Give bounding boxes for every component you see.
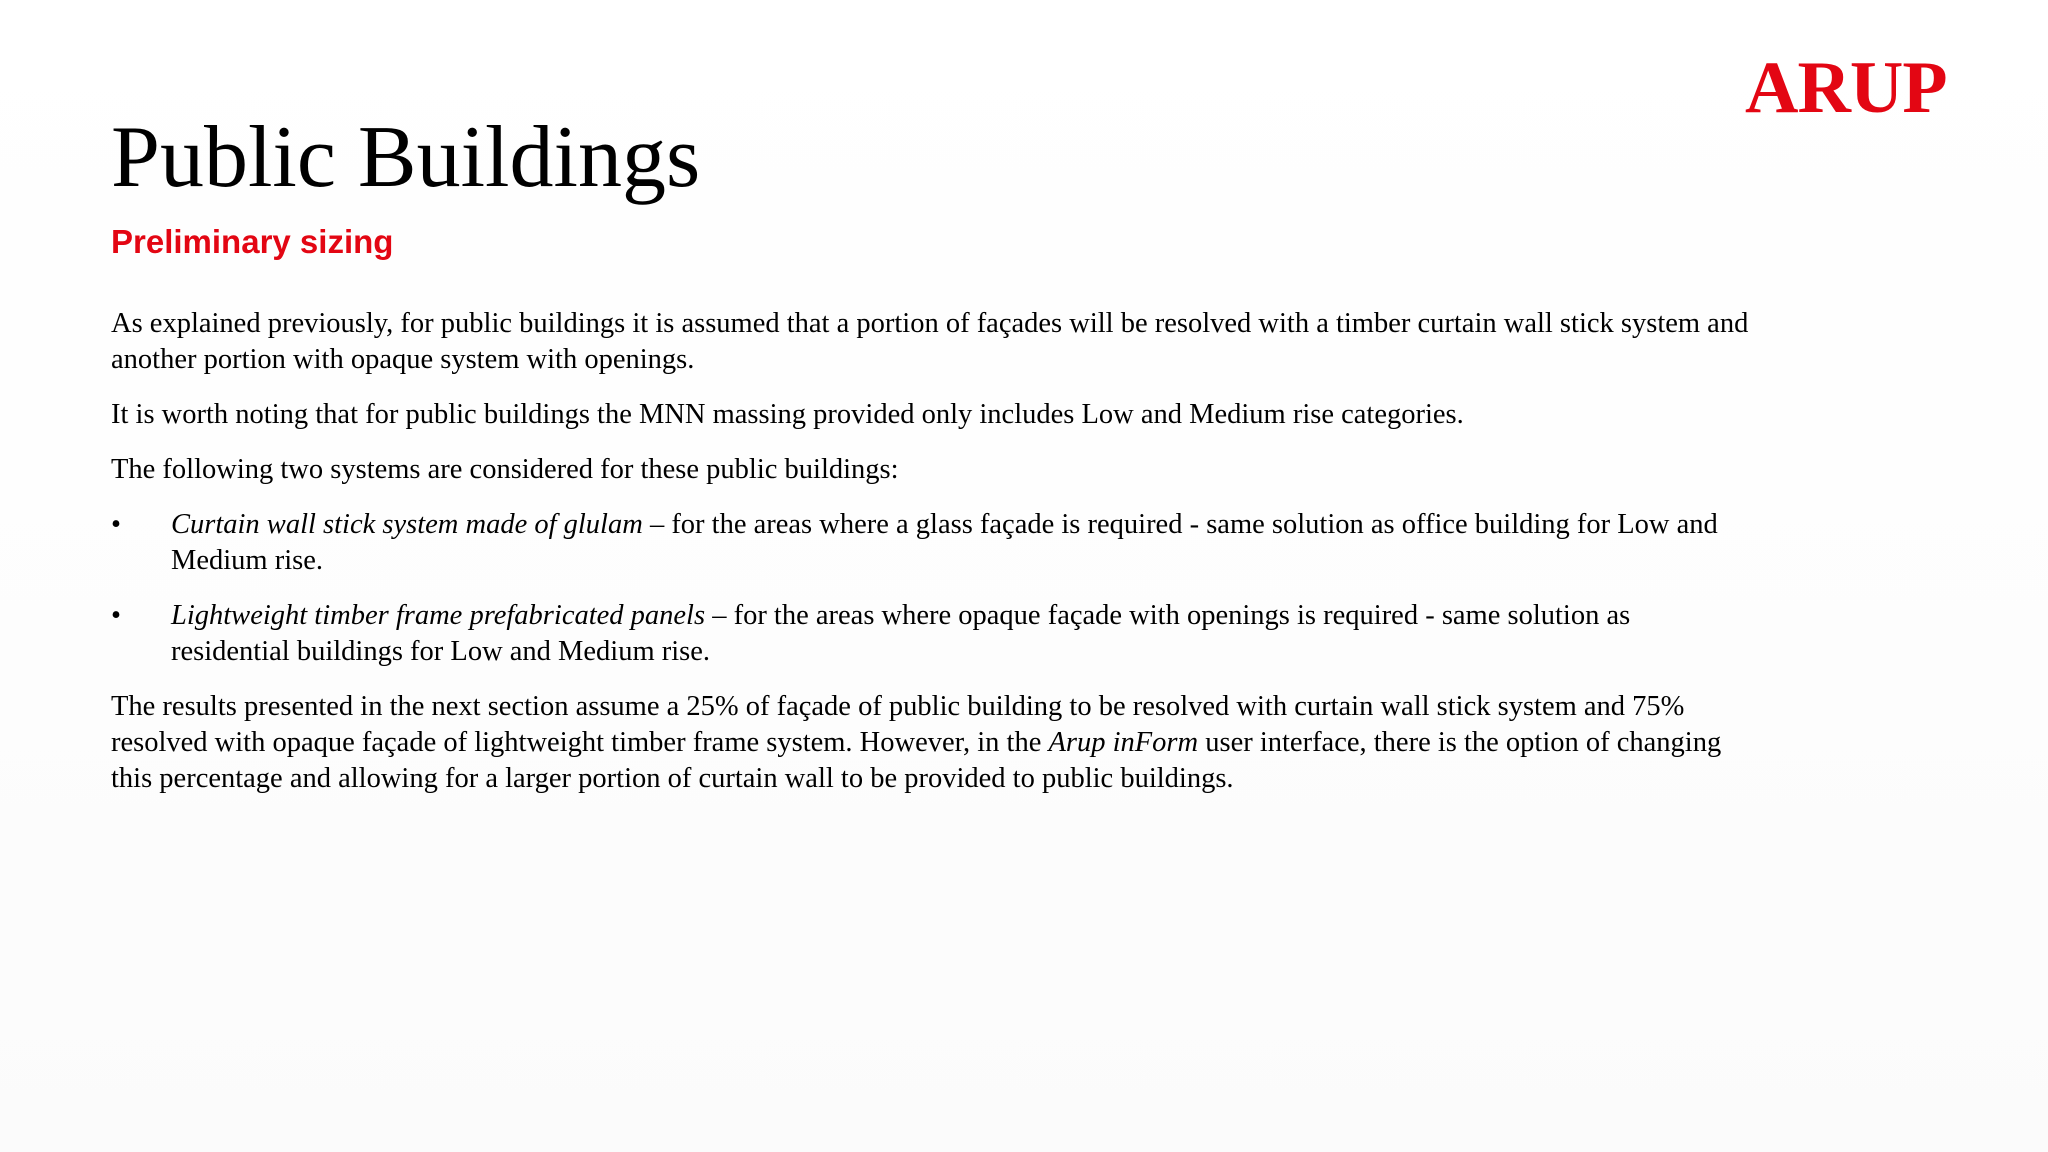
product-name: Arup inForm [1048, 727, 1199, 758]
systems-list [111, 507, 1751, 670]
page-subtitle: Preliminary sizing [111, 223, 394, 260]
paragraph-massing-note: It is worth noting that for public buildings the MNN massing provided only includes Low and Medium rise categories. [111, 399, 1464, 430]
body-text [111, 306, 1751, 816]
results-text-end: user interface, there is the option of changing this percentage and allowing for a larger portion of curtain wall to be provided to public buildings. [111, 727, 1722, 794]
system-description: – for the areas where opaque façade with openings is required - same solution as residential buildings for Low and Medium rise. [171, 600, 1631, 667]
bullet-icon: • [111, 509, 121, 540]
results-text-start: The results presented in the next section assume a 25% of façade of public building to be resolved with curtain wall stick system and 75% resolved with opaque façade of lightweight timber frame system. However, in the [111, 691, 1685, 758]
arup-logo: ARUP [1745, 47, 1947, 129]
paragraph-intro: As explained previously, for public buildings it is assumed that a portion of façades will be resolved with a timber curtain wall stick system and another portion with opaque system with openings. [111, 308, 1749, 375]
system-name: Lightweight timber frame prefabricated panels [171, 600, 706, 631]
paragraph-systems-lead: The following two systems are considered for these public buildings: [111, 454, 899, 485]
system-description: – for the areas where a glass façade is required - same solution as office building for Low and Medium rise. [171, 509, 1718, 576]
list-item [111, 507, 1751, 579]
list-item [111, 598, 1751, 670]
page-title: Public Buildings [111, 109, 701, 206]
bullet-icon: • [111, 600, 121, 631]
system-name: Curtain wall stick system made of glulam [171, 509, 643, 540]
paragraph-results [111, 689, 1751, 797]
